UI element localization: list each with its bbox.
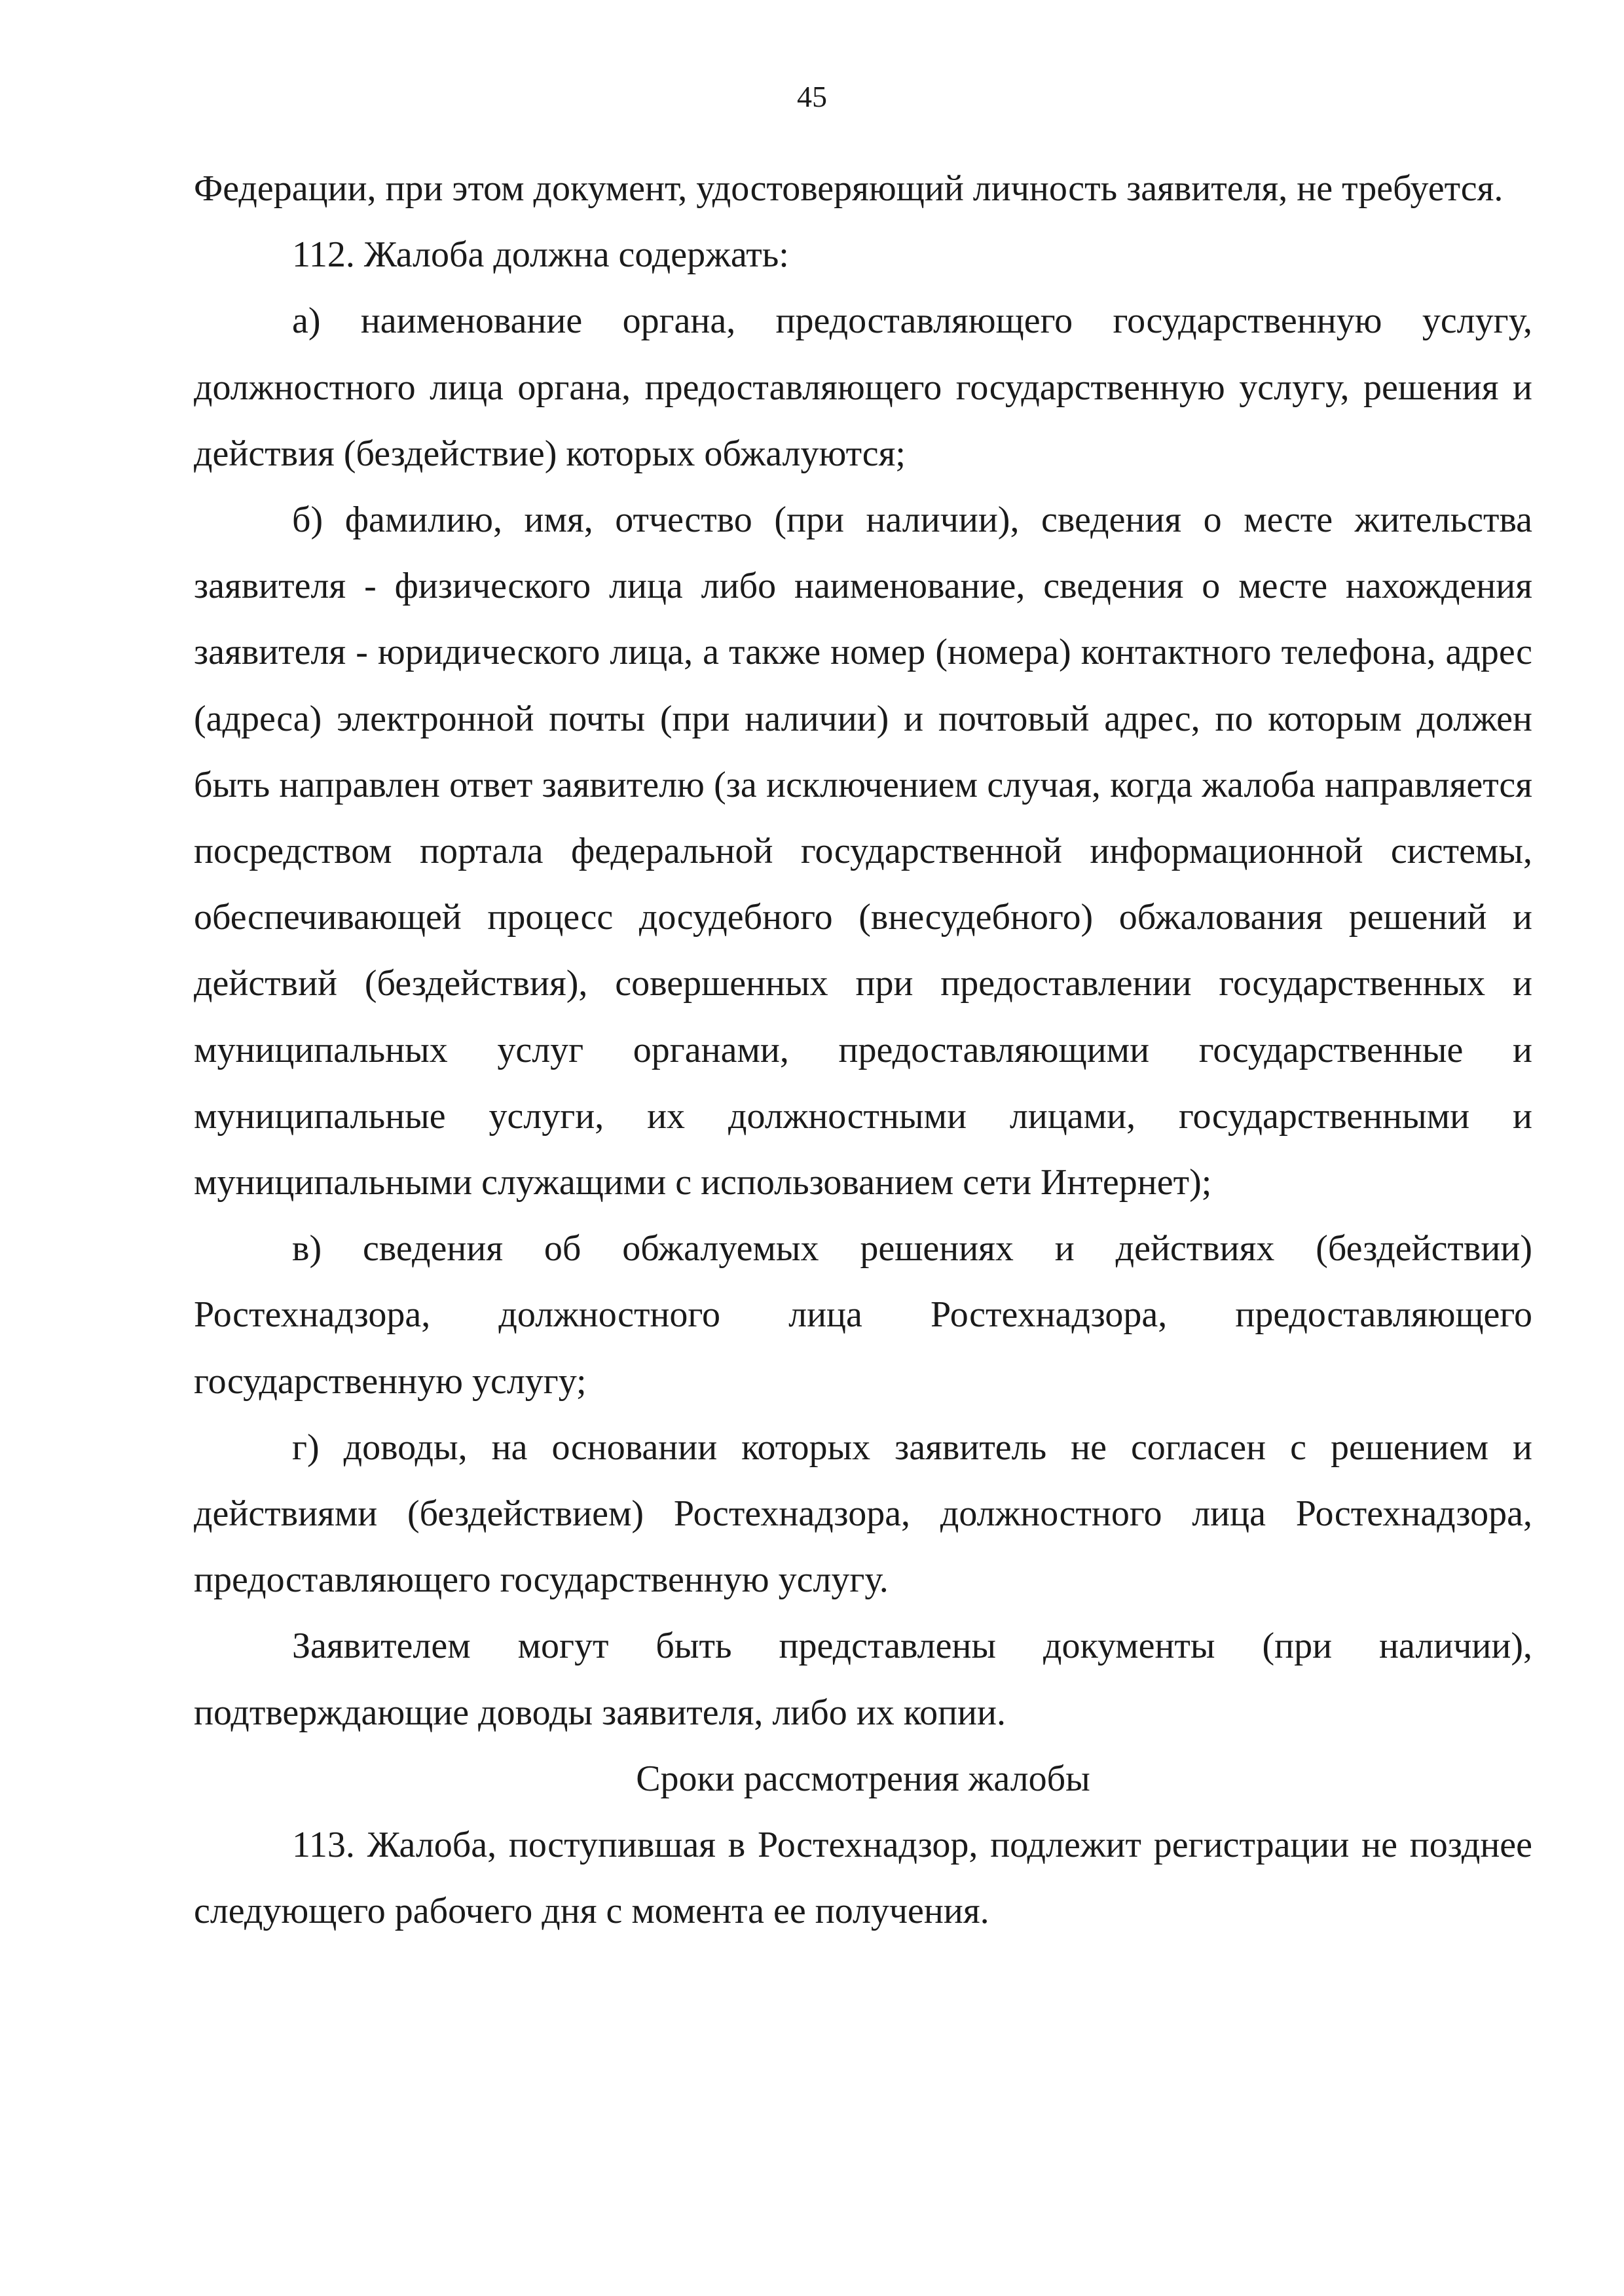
page-number: 45	[797, 80, 827, 113]
paragraph-112-a: а) наименование органа, предоставляющего государственную услугу, должностного лица органа, предоставляющего государственную услугу, решения и действия (бездействие) которых обжалуются;	[194, 301, 1532, 474]
paragraph-documents: Заявителем могут быть представлены документы (при наличии), подтверждающие доводы заявителя, либо их копии.	[194, 1626, 1532, 1733]
document-body	[194, 156, 1532, 1944]
paragraph-112-b: б) фамилию, имя, отчество (при наличии), сведения о месте жительства заявителя - физического лица либо наименование, сведения о месте нахождения заявителя - юридического лица, а также номер (номера) контактного телефона, адрес (адреса) электронной почты (при наличии) и почтовый адрес, по которым должен быть направлен ответ заявителю (за исключением случая, когда жалоба направляется посредством портала федеральной государственной информационной системы, обеспечивающей процесс досудебного (внесудебного) обжалования решений и действий (бездействия), совершенных при предоставлении государственных и муниципальных услуг органами, предоставляющими государственные и муниципальные услуги, их должностными лицами, государственными и муниципальными служащими с использованием сети Интернет);	[194, 500, 1532, 1203]
section-heading: Сроки рассмотрения жалобы	[636, 1758, 1090, 1799]
paragraph-continuation: Федерации, при этом документ, удостоверяющий личность заявителя, не требуется.	[194, 168, 1504, 209]
paragraph-112-intro: 112. Жалоба должна содержать:	[292, 234, 789, 276]
paragraph-112-v: в) сведения об обжалуемых решениях и действиях (бездействии) Ростехнадзора, должностного лица Ростехнадзора, предоставляющего государственную услугу;	[194, 1228, 1532, 1402]
paragraph-113: 113. Жалоба, поступившая в Ростехнадзор, подлежит регистрации не позднее следующего рабочего дня с момента ее получения.	[194, 1825, 1532, 1932]
paragraph-112-g: г) доводы, на основании которых заявитель не согласен с решением и действиями (бездействием) Ростехнадзора, должностного лица Ростехнадзора, предоставляющего государственную услугу.	[194, 1427, 1532, 1601]
